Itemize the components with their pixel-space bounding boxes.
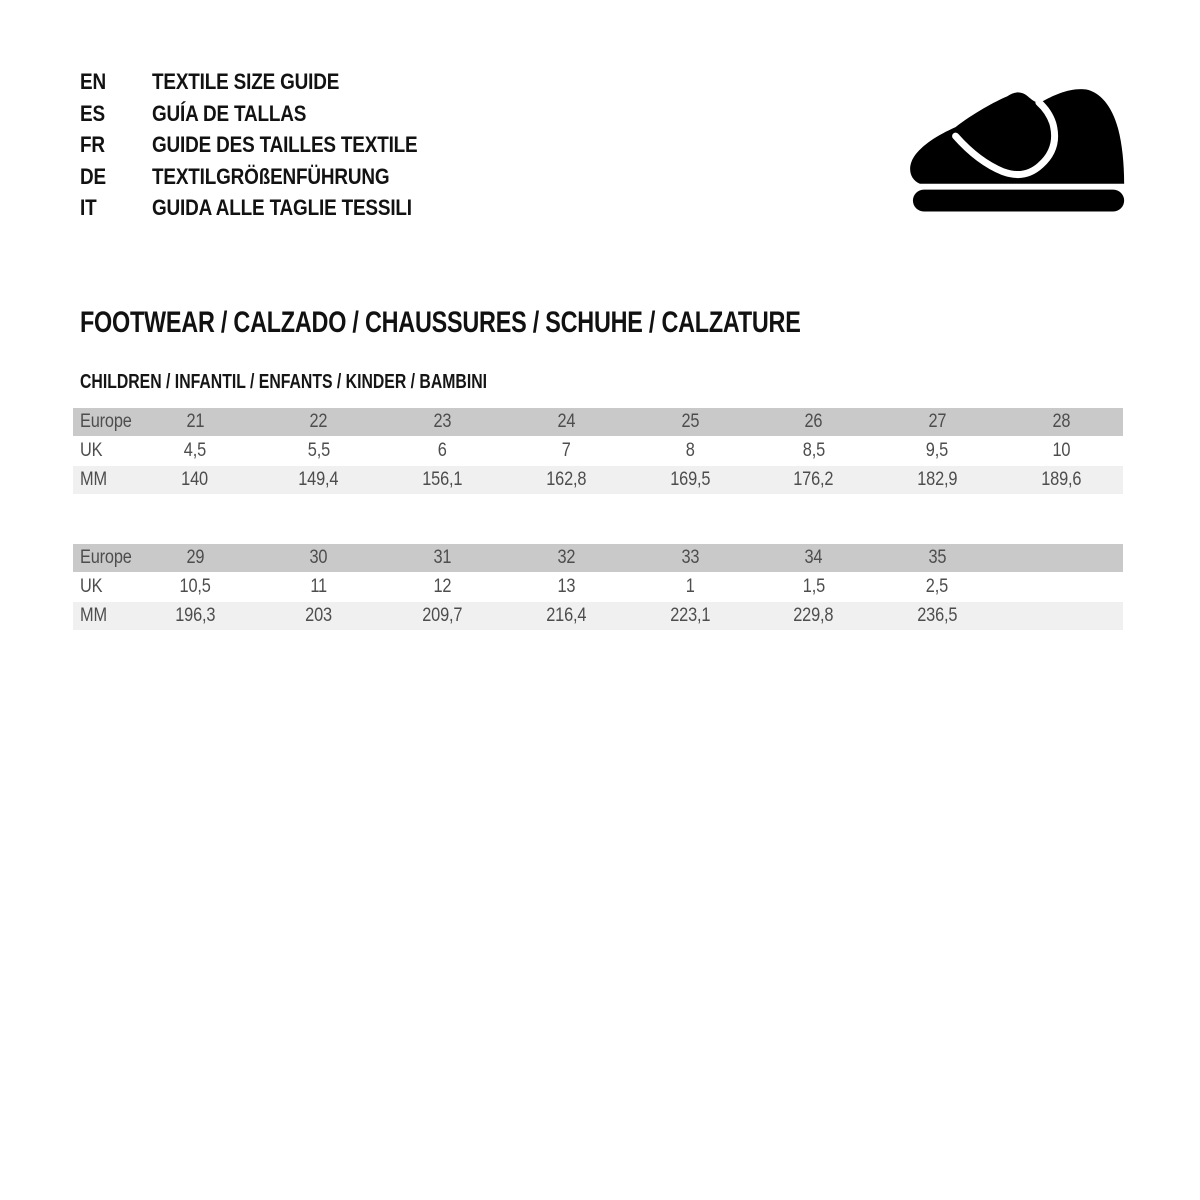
size-value-cell: 28: [1052, 411, 1071, 432]
size-value-cell: 1,5: [802, 576, 825, 597]
size-value-cell: 1: [685, 576, 695, 597]
size-value-cell: 22: [309, 411, 328, 432]
size-value-cell: 223,1: [669, 605, 710, 626]
size-table-eu29-35: [73, 544, 1123, 630]
language-code: EN: [80, 69, 106, 94]
language-code: IT: [80, 195, 97, 221]
size-table-row-europe: [73, 544, 1123, 572]
size-value-cell: 29: [185, 547, 204, 568]
language-row-it: [80, 192, 461, 224]
size-value-cell: 176,2: [793, 469, 834, 490]
size-value-cell: 10: [1052, 440, 1071, 461]
size-value-cell: 169,5: [669, 469, 710, 490]
language-row-es: [80, 98, 461, 130]
size-value-cell: [999, 605, 1123, 627]
guide-title: TEXTILGRÖßENFÜHRUNG: [152, 163, 390, 189]
size-value-cell: 9,5: [926, 440, 949, 461]
size-value-cell: 26: [804, 411, 823, 432]
size-value-cell: 10,5: [179, 576, 211, 597]
section-title-footwear: FOOTWEAR / CALZADO / CHAUSSURES / SCHUHE / CALZATURE: [80, 306, 801, 339]
guide-title: TEXTILE SIZE GUIDE: [152, 69, 340, 94]
size-value-cell: 13: [557, 576, 576, 597]
size-value-cell: 33: [680, 547, 699, 568]
size-value-cell: 196,3: [174, 605, 215, 626]
size-value-cell: 6: [437, 440, 447, 461]
size-value-cell: 34: [804, 547, 823, 568]
size-value-cell: 35: [928, 547, 947, 568]
size-table-row-mm: [73, 466, 1123, 494]
size-value-cell: 24: [557, 411, 576, 432]
row-label: UK: [80, 440, 103, 461]
size-value-cell: 5,5: [307, 440, 330, 461]
guide-title: GUÍA DE TALLAS: [152, 100, 307, 126]
size-value-cell: 229,8: [793, 605, 834, 626]
size-table-row-uk: [73, 572, 1123, 602]
language-code: ES: [80, 100, 105, 126]
size-value-cell: 25: [680, 411, 699, 432]
size-value-cell: 2,5: [926, 576, 949, 597]
size-value-cell: 11: [310, 576, 327, 597]
size-value-cell: 209,7: [422, 605, 463, 626]
row-label: Europe: [80, 547, 132, 568]
size-table-row-mm: [73, 602, 1123, 630]
size-value-cell: 8: [685, 440, 695, 461]
size-value-cell: 12: [433, 576, 452, 597]
size-value-cell: 27: [928, 411, 947, 432]
size-value-cell: [999, 576, 1123, 598]
language-title-list: [80, 66, 461, 224]
size-value-cell: 182,9: [917, 469, 958, 490]
size-value-cell: [999, 547, 1123, 569]
size-value-cell: 162,8: [546, 469, 587, 490]
size-value-cell: 21: [185, 411, 204, 432]
size-value-cell: 149,4: [298, 469, 339, 490]
section-subtitle-children: CHILDREN / INFANTIL / ENFANTS / KINDER / BAMBINI: [80, 371, 488, 393]
language-row-fr: [80, 129, 461, 161]
size-value-cell: 203: [305, 605, 332, 626]
size-value-cell: 216,4: [546, 605, 587, 626]
guide-title: GUIDE DES TAILLES TEXTILE: [152, 132, 418, 158]
size-value-cell: 4,5: [183, 440, 206, 461]
guide-title: GUIDA ALLE TAGLIE TESSILI: [152, 195, 412, 221]
size-value-cell: 140: [181, 469, 209, 490]
row-label: UK: [80, 576, 103, 597]
row-label: MM: [80, 469, 107, 490]
row-label: Europe: [80, 411, 132, 432]
language-code: DE: [80, 163, 106, 189]
size-value-cell: 7: [561, 440, 571, 461]
size-value-cell: 32: [557, 547, 576, 568]
language-code: FR: [80, 132, 105, 158]
size-value-cell: 23: [433, 411, 452, 432]
size-value-cell: 8,5: [802, 440, 825, 461]
language-row-en: [80, 66, 461, 98]
size-value-cell: 31: [433, 547, 452, 568]
size-value-cell: 156,1: [422, 469, 463, 490]
size-table-row-europe: [73, 408, 1123, 436]
language-row-de: [80, 161, 461, 193]
size-value-cell: 30: [309, 547, 328, 568]
size-table-row-uk: [73, 436, 1123, 466]
children-shoe-icon: [904, 84, 1142, 212]
size-table-eu21-28: [73, 408, 1123, 494]
row-label: MM: [80, 605, 107, 626]
size-value-cell: 236,5: [917, 605, 958, 626]
size-value-cell: 189,6: [1041, 469, 1082, 490]
